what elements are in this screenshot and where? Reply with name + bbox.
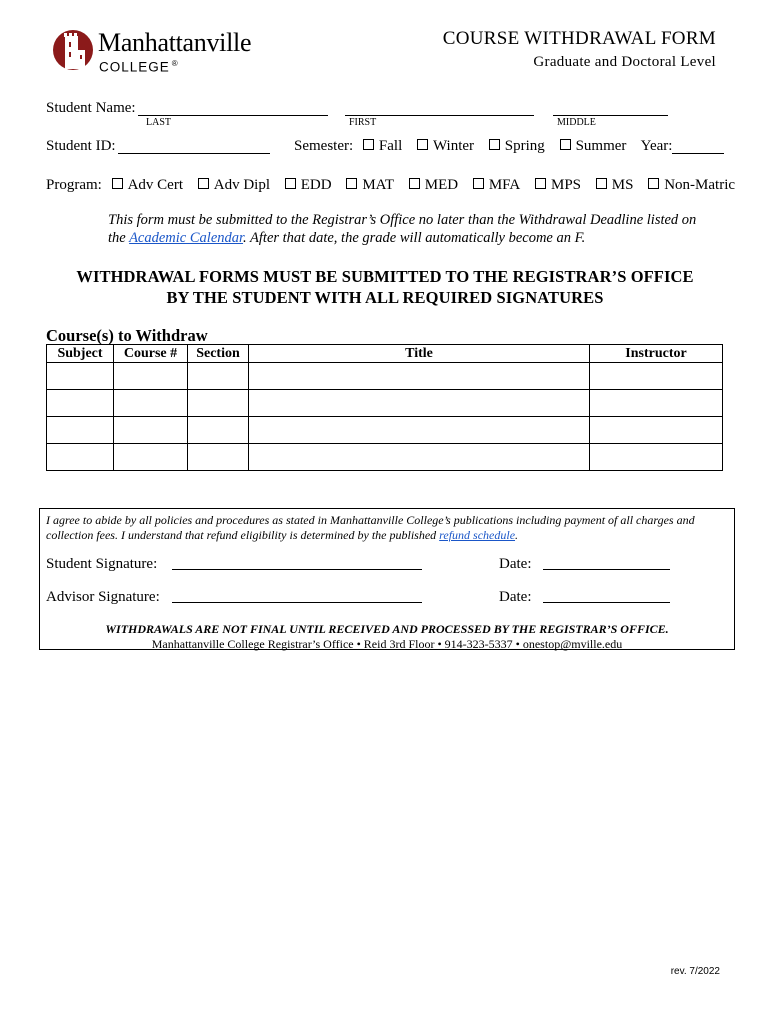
instructor-cell[interactable] (590, 390, 723, 417)
table-row (47, 444, 723, 471)
agreement-text: I agree to abide by all policies and procedures as stated in Manhattanville College’s publications including payment of all charges and collection fees. I understand that refund eligibility is determined by the published refund schedule. (46, 513, 695, 542)
section-cell[interactable] (188, 417, 249, 444)
checkbox-icon[interactable] (648, 178, 659, 189)
column-instructor: Instructor (590, 345, 723, 363)
semester-option-winter[interactable]: Winter (417, 138, 474, 155)
advisor-signature-label: Advisor Signature: (46, 589, 160, 605)
final-notice: WITHDRAWALS ARE NOT FINAL UNTIL RECEIVED AND PROCESSED BY THE REGISTRAR’S OFFICE. (105, 622, 669, 636)
table-row (47, 417, 723, 444)
column-section: Section (188, 345, 249, 363)
course-number-cell[interactable] (114, 390, 188, 417)
table-row (47, 390, 723, 417)
table-row (47, 363, 723, 390)
program-option-adv-cert[interactable]: Adv Cert (112, 177, 183, 194)
student-name-label: Student Name: (46, 100, 136, 116)
checkbox-icon[interactable] (560, 139, 571, 150)
student-id-label: Student ID: (46, 138, 116, 154)
checkbox-icon[interactable] (198, 178, 209, 189)
checkbox-icon[interactable] (417, 139, 428, 150)
year-field[interactable] (672, 139, 724, 154)
title-cell[interactable] (249, 363, 590, 390)
course-number-cell[interactable] (114, 363, 188, 390)
advisor-signature-field[interactable] (172, 589, 422, 603)
program-label: Program: (46, 177, 102, 193)
program-option-mps[interactable]: MPS (535, 177, 581, 194)
program-option-mfa[interactable]: MFA (473, 177, 520, 194)
semester-label: Semester: (294, 138, 354, 154)
section-cell[interactable] (188, 444, 249, 471)
checkbox-icon[interactable] (112, 178, 123, 189)
submission-headline: WITHDRAWAL FORMS MUST BE SUBMITTED TO THE REGISTRAR’S OFFICE BY THE STUDENT WITH ALL REQUIRED SIGNATURES (76, 267, 694, 307)
middle-name-field[interactable] (553, 101, 668, 116)
advisor-date-label: Date: (499, 589, 532, 605)
title-cell[interactable] (249, 417, 590, 444)
instructor-cell[interactable] (590, 417, 723, 444)
courses-table (46, 344, 723, 471)
section-cell[interactable] (188, 363, 249, 390)
checkbox-icon[interactable] (346, 178, 357, 189)
academic-calendar-link[interactable]: Academic Calendar (129, 230, 244, 246)
last-name-field[interactable] (138, 101, 328, 116)
form-subtitle: Graduate and Doctoral Level (533, 54, 716, 70)
logo-name: Manhattanville (98, 28, 252, 57)
subject-cell[interactable] (47, 444, 114, 471)
instructor-cell[interactable] (590, 363, 723, 390)
registrar-contact: Manhattanville College Registrar’s Office • Reid 3rd Floor • 914-323-5337 • onestop@mville.edu (151, 637, 623, 651)
student-date-field[interactable] (543, 556, 670, 570)
middle-name-caption: MIDDLE (557, 117, 596, 128)
table-header-row (47, 345, 723, 363)
course-number-cell[interactable] (114, 417, 188, 444)
subject-cell[interactable] (47, 417, 114, 444)
revision-date: rev. 7/2022 (670, 966, 720, 977)
semester-row (294, 138, 672, 155)
refund-schedule-link[interactable]: refund schedule (439, 528, 516, 542)
student-date-label: Date: (499, 556, 532, 572)
title-cell[interactable] (249, 444, 590, 471)
first-name-field[interactable] (345, 101, 534, 116)
subject-cell[interactable] (47, 363, 114, 390)
title-cell[interactable] (249, 390, 590, 417)
subject-cell[interactable] (47, 390, 114, 417)
student-signature-field[interactable] (172, 556, 422, 570)
checkbox-icon[interactable] (596, 178, 607, 189)
checkbox-icon[interactable] (363, 139, 374, 150)
program-option-mat[interactable]: MAT (346, 177, 394, 194)
program-option-ms[interactable]: MS (596, 177, 634, 194)
instructor-cell[interactable] (590, 444, 723, 471)
semester-option-summer[interactable]: Summer (560, 138, 627, 155)
logo-registered-mark: ® (171, 59, 178, 68)
checkbox-icon[interactable] (535, 178, 546, 189)
program-option-med[interactable]: MED (409, 177, 458, 194)
first-name-caption: FIRST (349, 117, 377, 128)
form-title: COURSE WITHDRAWAL FORM (442, 28, 716, 49)
checkbox-icon[interactable] (285, 178, 296, 189)
column-subject: Subject (47, 345, 114, 363)
deadline-notice: This form must be submitted to the Registrar’s Office no later than the Withdrawal Deadline listed on the Academic Calendar. After that date, the grade will automatically become an F. (108, 212, 697, 246)
checkbox-icon[interactable] (473, 178, 484, 189)
agreement-box (39, 508, 735, 650)
column-course-number: Course # (114, 345, 188, 363)
courses-heading: Course(s) to Withdraw (46, 326, 208, 345)
logo-college: COLLEGE ® (99, 59, 178, 75)
program-option-adv-dipl[interactable]: Adv Dipl (198, 177, 270, 194)
checkbox-icon[interactable] (409, 178, 420, 189)
checkbox-icon[interactable] (489, 139, 500, 150)
student-signature-label: Student Signature: (46, 556, 158, 572)
college-logo (52, 28, 282, 74)
program-row (46, 177, 735, 194)
course-number-cell[interactable] (114, 444, 188, 471)
program-option-edd[interactable]: EDD (285, 177, 332, 194)
semester-option-fall[interactable]: Fall (363, 138, 402, 155)
program-option-non-matric[interactable]: Non-Matric (648, 177, 735, 194)
year-label: Year: (640, 138, 673, 154)
section-cell[interactable] (188, 390, 249, 417)
student-id-field[interactable] (118, 139, 270, 154)
last-name-caption: LAST (146, 117, 171, 128)
column-title: Title (249, 345, 590, 363)
castle-tower-icon (52, 28, 94, 72)
advisor-date-field[interactable] (543, 589, 670, 603)
semester-option-spring[interactable]: Spring (489, 138, 545, 155)
